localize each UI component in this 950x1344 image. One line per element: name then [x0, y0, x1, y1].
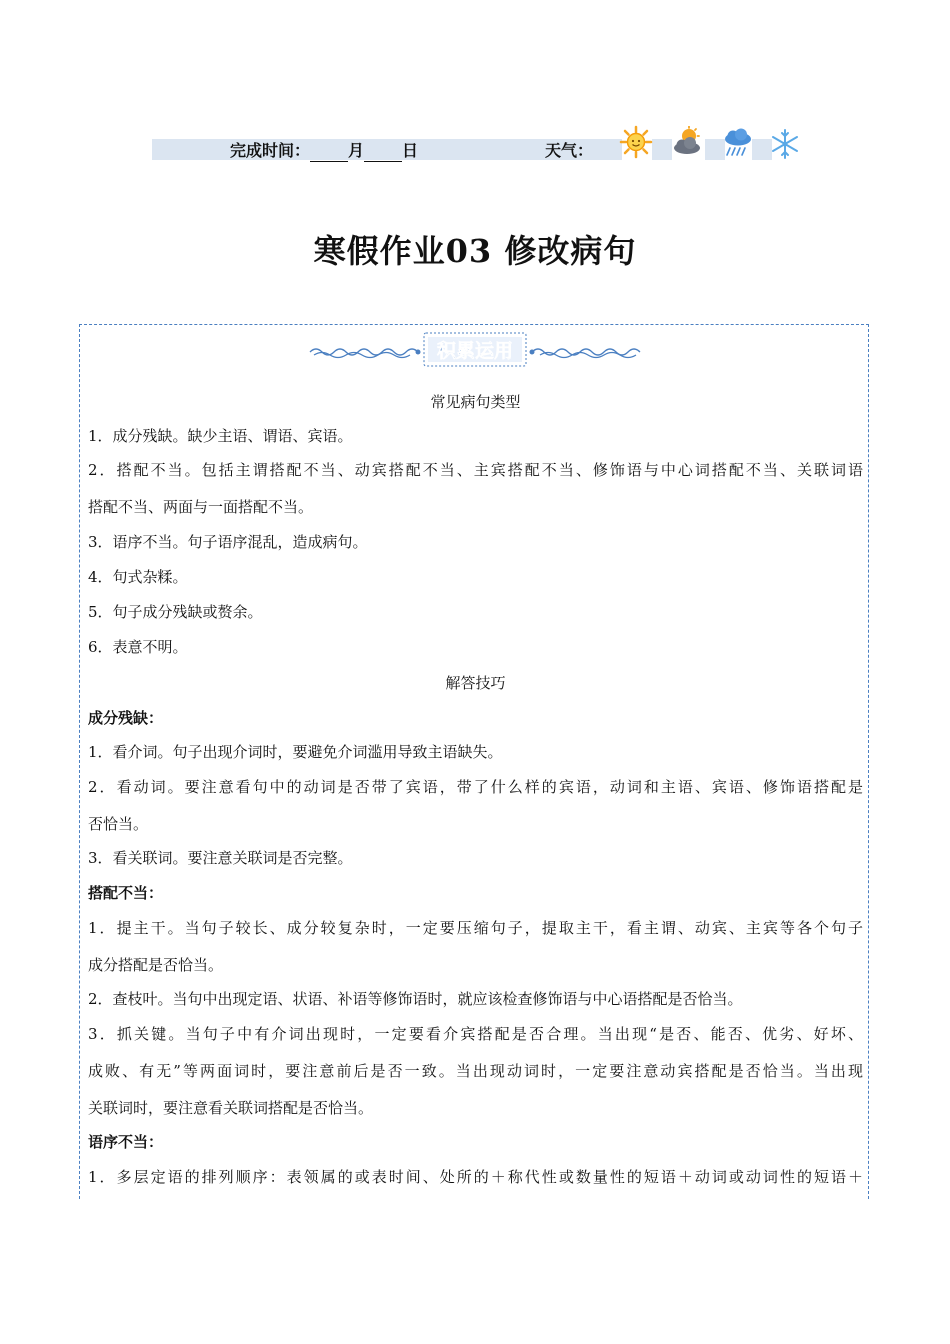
day-label: 日 — [402, 141, 419, 160]
weather-slot — [752, 139, 772, 160]
list-item: 6．表意不明。 — [88, 638, 188, 656]
month-label: 月 — [348, 141, 365, 160]
day-blank[interactable] — [364, 145, 402, 162]
list-item: 1．看介词。句子出现介词时，要避免介词滥用导致主语缺失。 — [88, 743, 503, 761]
rain-icon[interactable] — [721, 128, 755, 160]
list-item: 1．成分残缺。缺少主语、谓语、宾语。 — [88, 427, 353, 445]
list-item: 5．句子成分残缺或赘余。 — [88, 603, 263, 621]
list-item: 3．看关联词。要注意关联词是否完整。 — [88, 849, 353, 867]
subheading-mismatch: 搭配不当： — [88, 884, 164, 902]
snowflake-icon[interactable] — [770, 128, 800, 160]
section-heading-techniques: 解答技巧 — [445, 674, 506, 692]
list-item: 1．提主干。当句子较长、成分较复杂时，一定要压缩句子，提取主干，看主谓、动宾、主宾等各个句子 — [88, 919, 863, 937]
completion-time-row — [230, 140, 418, 162]
banner-label: 积累运用 — [436, 340, 514, 362]
list-item: 成分搭配是否恰当。 — [88, 956, 224, 974]
list-item: 2．查枝叶。当句中出现定语、状语、补语等修饰语时，就应该检查修饰语与中心语搭配是否恰当。 — [88, 990, 743, 1008]
list-item: 4．句式杂糅。 — [88, 568, 188, 586]
month-blank[interactable] — [310, 145, 348, 162]
list-item: 关联词时，要注意看关联词搭配是否恰当。 — [88, 1099, 374, 1117]
list-item: 成败、有无”等两面词时，要注意前后是否一致。当出现动词时，一定要注意动宾搭配是否恰当。当出现 — [88, 1062, 863, 1080]
document-title: 寒假作业03 修改病句 — [313, 232, 637, 270]
weather-label: 天气： — [545, 141, 594, 160]
subheading-word-order: 语序不当： — [88, 1133, 164, 1151]
subheading-missing-components: 成分残缺： — [88, 709, 164, 727]
list-item: 搭配不当、两面与一面搭配不当。 — [88, 498, 314, 516]
list-item: 1．多层定语的排列顺序：表领属的或表时间、处所的＋称代性或数量性的短语＋动词或动词性的短语＋ — [88, 1168, 863, 1186]
list-item: 3．语序不当。句子语序混乱，造成病句。 — [88, 533, 368, 551]
list-item: 2．看动词。要注意看句中的动词是否带了宾语，带了什么样的宾语，动词和主语、宾语、修饰语搭配是 — [88, 778, 863, 796]
list-item: 3．抓关键。当句子中有介词出现时，一定要看介宾搭配是否合理。当出现“是否、能否、优劣、好坏、 — [88, 1025, 863, 1043]
section-heading-types: 常见病句类型 — [430, 393, 521, 411]
sun-icon[interactable] — [619, 125, 653, 159]
list-item: 否恰当。 — [88, 815, 149, 833]
completion-time-label: 完成时间： — [230, 141, 311, 160]
section-banner — [300, 330, 650, 370]
partly-cloudy-icon[interactable] — [669, 126, 707, 158]
list-item: 2．搭配不当。包括主谓搭配不当、动宾搭配不当、主宾搭配不当、修饰语与中心词搭配不当、关联词语 — [88, 461, 863, 479]
